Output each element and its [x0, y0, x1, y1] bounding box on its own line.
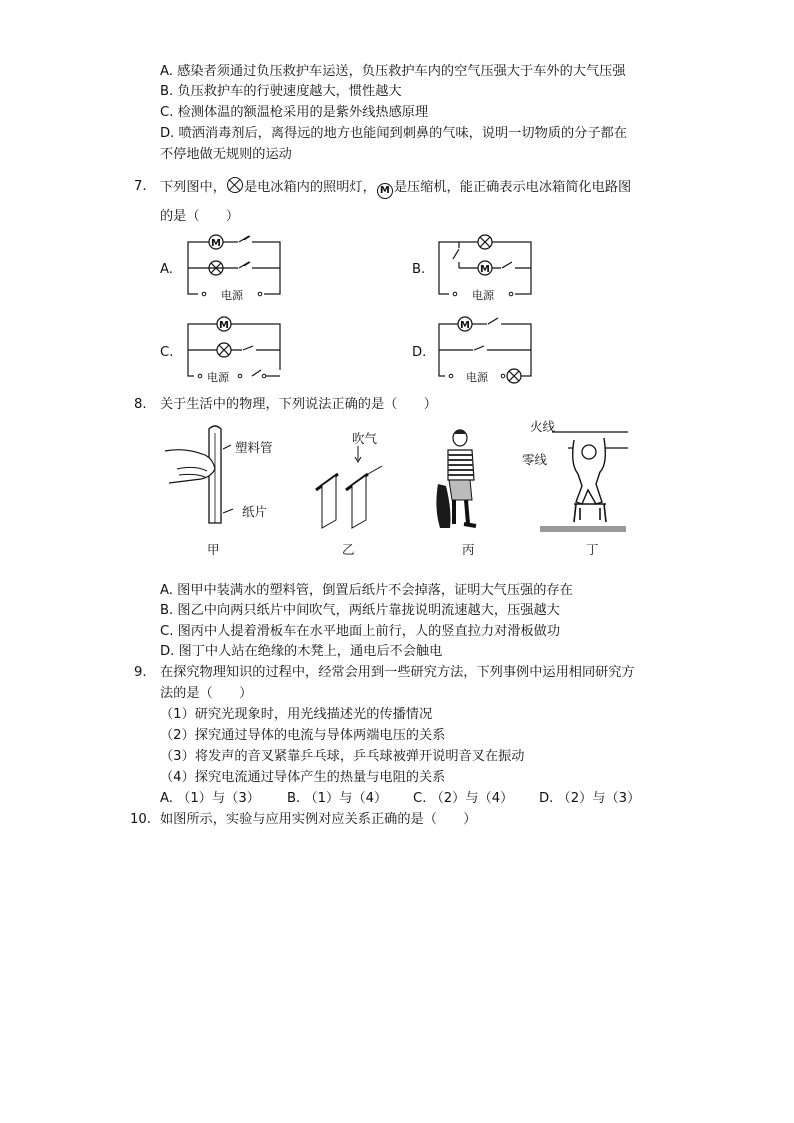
label-plastic-tube: 塑料管: [235, 440, 273, 455]
q8-option-c: C. 图丙中人提着滑板车在水平地面上前行，人的竖直拉力对滑板做功: [160, 624, 561, 639]
q6-option-d-cont: 不停地做无规则的运动: [160, 147, 292, 162]
q9-choice-c: C. （2）与（4）: [413, 791, 514, 806]
label-blow: 吹气: [352, 431, 378, 446]
caption-jia: 甲: [207, 542, 220, 557]
q10-stem: 如图所示，实验与应用实例对应关系正确的是（ ）: [160, 812, 477, 827]
q6-option-a: A. 感染者须通过负压救护车运送，负压救护车内的空气压强大于车外的大气压强: [160, 64, 626, 79]
q7-option-b-label: B.: [412, 262, 426, 277]
q9-item-2: （2）探究通过导体的电流与导体两端电压的关系: [160, 728, 446, 743]
circuit-a: [186, 232, 286, 302]
figure-bing: [432, 428, 482, 536]
circuit-a-motor-label: M: [211, 238, 221, 249]
q9-stem-line2: 法的是（ ）: [160, 686, 253, 701]
q7-stem: [160, 177, 631, 199]
q7-stem-line2: 的是（ ）: [160, 209, 240, 224]
label-live-wire: 火线: [530, 419, 556, 434]
circuit-b-motor-label: M: [480, 264, 490, 275]
circuit-a-power-label: 电源: [221, 289, 243, 302]
circuit-d-power-label: 电源: [466, 371, 488, 384]
circuit-c-motor-label: M: [219, 320, 229, 331]
q7-stem-part3: 是压缩机，能正确表示电冰箱简化电路图: [393, 180, 632, 195]
q7-option-a-label: A.: [160, 262, 173, 277]
caption-ding: 丁: [586, 542, 599, 557]
figure-yi: [312, 446, 392, 536]
q6-option-c: C. 检测体温的额温枪采用的是紫外线热感原理: [160, 105, 429, 120]
q7-option-d-label: D.: [412, 345, 427, 360]
q9-item-3: （3）将发声的音叉紧靠乒乓球，乒乓球被弹开说明音叉在振动: [160, 749, 525, 764]
q8-stem: 关于生活中的物理，下列说法正确的是（ ）: [160, 397, 437, 412]
q8-option-d: D. 图丁中人站在绝缘的木凳上，通电后不会触电: [160, 644, 443, 659]
q7-option-c-label: C.: [160, 345, 174, 360]
motor-symbol-icon: M: [377, 183, 393, 199]
q9-number: 9.: [134, 665, 147, 680]
q9-choice-b: B. （1）与（4）: [287, 791, 388, 806]
q6-option-d: D. 喷洒消毒剂后，离得远的地方也能闻到刺鼻的气味，说明一切物质的分子都在: [160, 126, 627, 141]
label-paper: 纸片: [242, 504, 268, 519]
q9-stem-line1: 在探究物理知识的过程中，经常会用到一些研究方法，下列事例中运用相同研究方: [160, 665, 635, 680]
circuit-d: [437, 314, 537, 386]
circuit-b: [437, 232, 537, 302]
label-neutral-wire: 零线: [522, 452, 548, 467]
caption-bing: 丙: [462, 542, 475, 557]
q8-option-b: B. 图乙中向两只纸片中间吹气，两纸片靠拢说明流速越大，压强越大: [160, 603, 560, 618]
q6-option-b: B. 负压救护车的行驶速度越大，惯性越大: [160, 84, 402, 99]
circuit-c-power-label: 电源: [207, 371, 229, 384]
circuit-d-motor-label: M: [460, 320, 470, 331]
q7-stem-part2: 是电冰箱内的照明灯，: [243, 180, 376, 195]
q9-choice-a: A. （1）与（3）: [160, 791, 260, 806]
q7-number: 7.: [134, 179, 147, 194]
q9-choice-d: D. （2）与（3）: [539, 791, 641, 806]
q9-item-1: （1）研究光现象时，用光线描述光的传播情况: [160, 707, 433, 722]
q10-number: 10.: [130, 812, 151, 827]
q7-stem-part1: 下列图中，: [160, 180, 226, 195]
lamp-symbol-icon: [227, 177, 243, 193]
q9-item-4: （4）探究电流通过导体产生的热量与电阻的关系: [160, 770, 446, 785]
circuit-c: [186, 314, 286, 384]
q8-option-a: A. 图甲中装满水的塑料管，倒置后纸片不会掉落，证明大气压强的存在: [160, 583, 573, 598]
figure-ding: [540, 424, 640, 536]
circuit-b-power-label: 电源: [472, 289, 494, 302]
caption-yi: 乙: [342, 542, 355, 557]
q8-number: 8.: [134, 397, 147, 412]
